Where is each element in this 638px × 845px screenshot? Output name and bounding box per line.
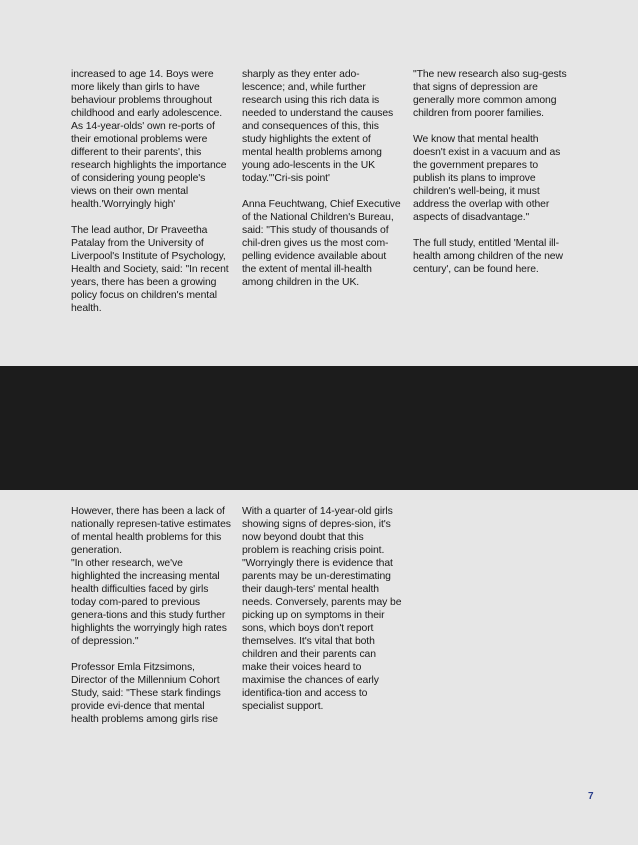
dark-image-band [0, 366, 638, 490]
article-column-5 [242, 505, 402, 713]
column-4-paragraph-2: Professor Emla Fitzsimons, Director of the Millennium Cohort Study, said: "These stark findings provide evi-dence that mental health problems among girls rise [71, 662, 221, 725]
column-3-paragraph-2: We know that mental health doesn't exist in a vacuum and as the government prepares to publish its plans to improve children's well-being, it must address the overlap with other aspects of disadvantage." [413, 134, 561, 223]
column-2-paragraph-1: sharply as they enter ado-lescence; and, while further research using this rich data is needed to understand the causes and consequences of this, this study highlights the extent of mental health problems among young ado-lescents in the UK today."'Cri-sis point' [242, 69, 394, 184]
column-5-paragraph-1: With a quarter of 14-year-old girls showing signs of depres-sion, it's now beyond doubt that this problem is reaching crisis point. "Worryingly there is evidence that parents may be un-derestimating their daugh-ters' mental health needs. Conversely, parents may be picking up on symptoms in their sons, which boys don't report themselves. It's vital that both children and their parents can make their voices heard to maximise the chances of early identifica-tion and access to specialist support. [242, 506, 402, 712]
column-1-paragraph-2: The lead author, Dr Praveetha Patalay from the University of Liverpool's Institute of Psychology, Health and Society, said: "In recent years, there has been a growing policy focus on children's mental health. [71, 225, 229, 314]
column-2-paragraph-2: Anna Feuchtwang, Chief Executive of the National Children's Bureau, said: "This study of thousands of chil-dren gives us the most com-pelling evidence available about the extent of mental ill-health among children in the UK. [242, 199, 401, 288]
article-column-4 [71, 505, 231, 726]
article-column-3 [413, 68, 573, 276]
column-4-paragraph-1: However, there has been a lack of nationally represen-tative estimates of mental health problems for this generation. "In other research, we've highlighted the increasing mental health difficulties faced by girls today com-pared to previous genera-tions and this study further highlights the worryingly high rates of depression." [71, 506, 231, 647]
column-3-paragraph-3: The full study, entitled 'Mental ill-health among children of the new century', can be found here. [413, 238, 563, 275]
column-3-paragraph-1: "The new research also sug-gests that signs of depression are generally more common among children from poorer families. [413, 69, 567, 119]
article-column-2 [242, 68, 402, 289]
column-1-paragraph-1: increased to age 14. Boys were more likely than girls to have behaviour problems throughout childhood and early adolescence. As 14-year-olds' own re-ports of their emotional problems were different to their parents', this research highlights the importance of considering young people's views on their own mental health.'Worryingly high' [71, 69, 227, 210]
article-column-1 [71, 68, 231, 315]
page-number: 7 [588, 791, 594, 802]
